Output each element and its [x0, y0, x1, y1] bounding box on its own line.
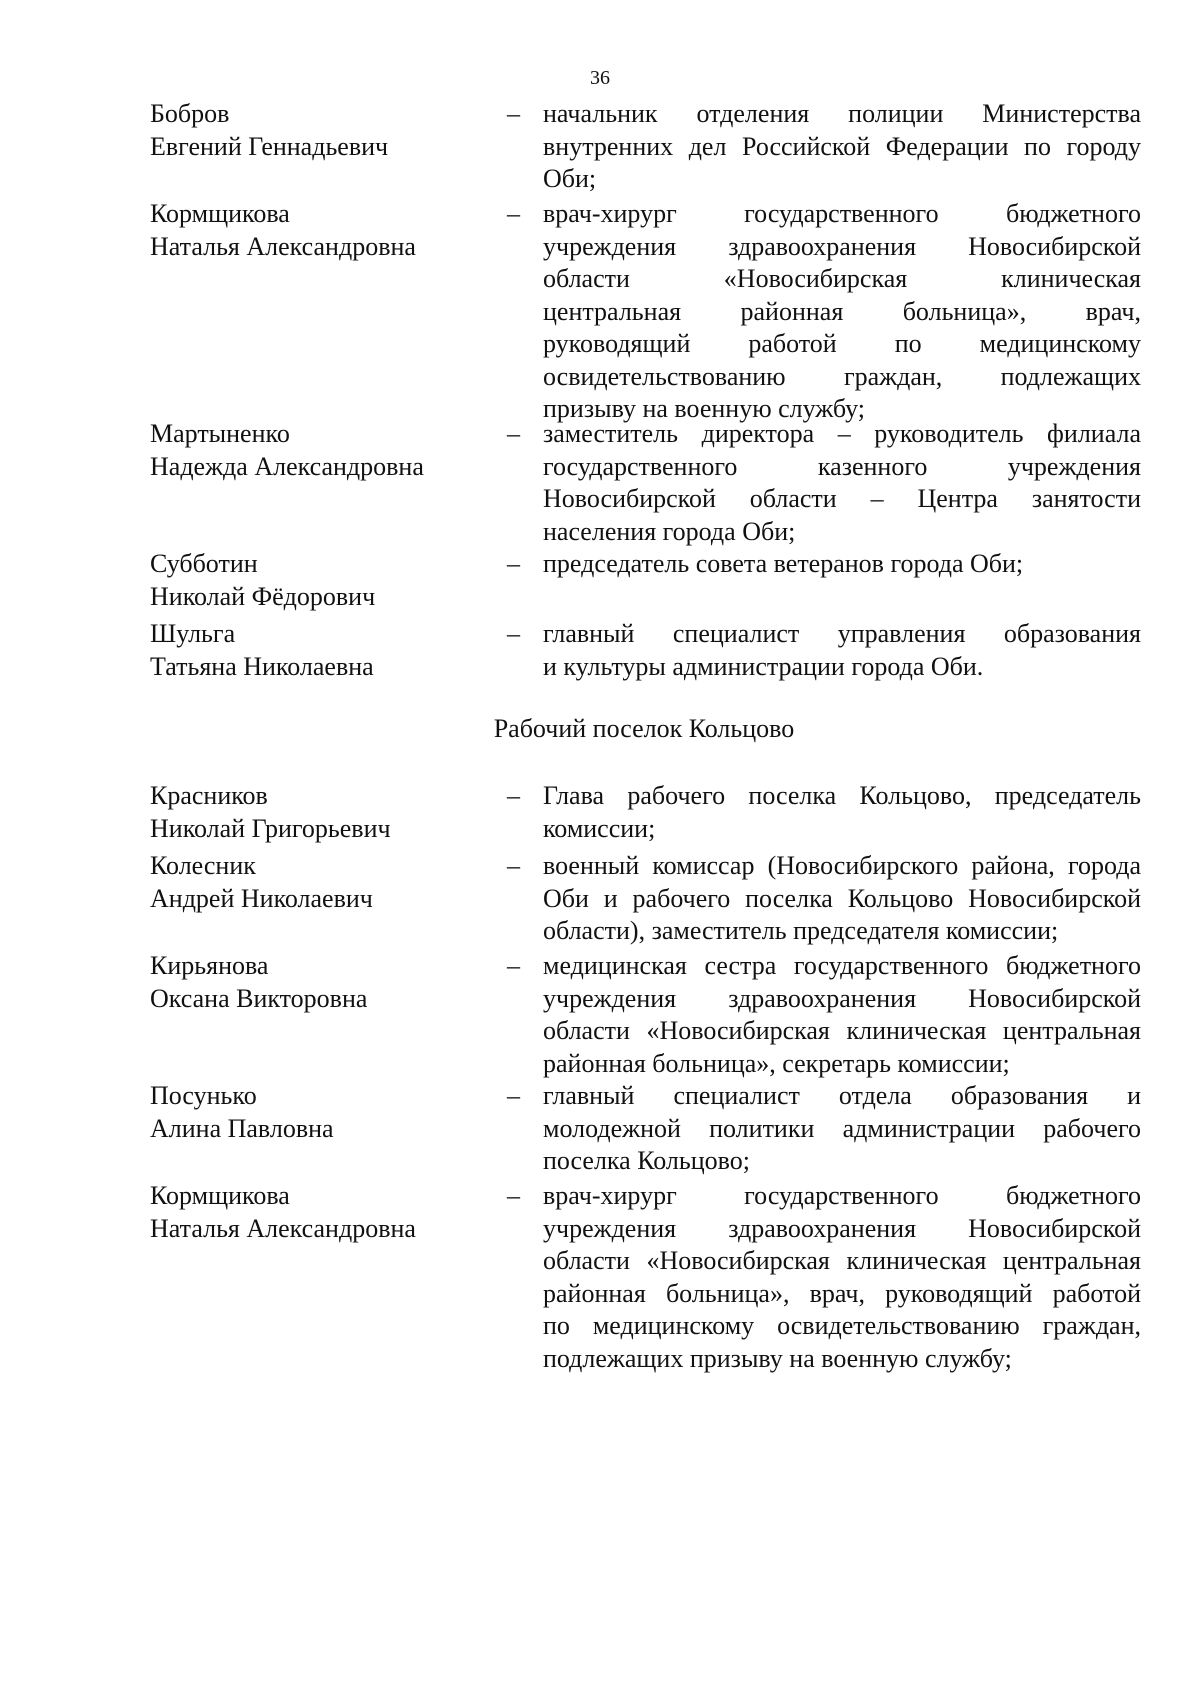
position-line: Новосибирской области – Центра занятости [543, 484, 1141, 513]
member-position [543, 850, 1141, 948]
position-line: области «Новосибирская клиническая центральная [543, 1016, 1141, 1045]
member-surname: Шульга [150, 619, 236, 648]
member-surname: Бобров [150, 99, 230, 128]
position-line: поселка Кольцово; [543, 1146, 750, 1175]
position-line: подлежащих призыву на военную службу; [543, 1343, 1012, 1373]
dash-separator: – [507, 619, 520, 648]
member-name [150, 418, 490, 483]
member-name [150, 950, 490, 1015]
member-surname: Кормщикова [150, 199, 290, 228]
position-line: военный комиссар (Новосибирского района, города [543, 851, 1141, 880]
position-line: Глава рабочего поселка Кольцово, председатель [543, 781, 1141, 810]
dash-separator: – [507, 199, 520, 228]
position-line: руководящий работой по медицинскому [543, 329, 1141, 358]
position-line: государственного казенного учреждения [543, 451, 1141, 481]
member-position [543, 1080, 1141, 1178]
member-surname: Кирьянова [150, 951, 269, 980]
member-given-names: Наталья Александровна [150, 1213, 416, 1243]
member-surname: Субботин [150, 549, 258, 578]
position-line: главный специалист управления образования [543, 619, 1141, 648]
member-surname: Колесник [150, 851, 256, 880]
member-position [543, 418, 1141, 548]
member-position [543, 950, 1141, 1080]
position-line: населения города Оби; [543, 516, 796, 546]
position-line: заместитель директора – руководитель филиала [543, 419, 1141, 448]
dash-separator: – [507, 419, 520, 448]
position-line: внутренних дел Российской Федерации по городу [543, 131, 1141, 161]
member-given-names: Оксана Викторовна [150, 983, 368, 1013]
member-position [543, 1180, 1141, 1375]
dash-separator: – [507, 851, 520, 880]
member-name [150, 198, 490, 263]
position-line: молодежной политики администрации рабочего [543, 1113, 1141, 1143]
dash-separator: – [507, 1081, 520, 1110]
member-given-names: Надежда Александровна [150, 451, 424, 481]
position-line: учреждения здравоохранения Новосибирской [543, 1213, 1141, 1243]
position-line: центральная районная больница», врач, [543, 296, 1141, 326]
dash-separator: – [507, 549, 520, 578]
member-given-names: Николай Фёдорович [150, 581, 376, 611]
member-given-names: Алина Павловна [150, 1113, 334, 1143]
member-surname: Кормщикова [150, 1181, 290, 1210]
member-name [150, 618, 490, 683]
member-surname: Красников [150, 781, 268, 810]
dash-separator: – [507, 1181, 520, 1210]
position-line: врач-хирург государственного бюджетного [543, 1181, 1141, 1210]
member-surname: Посунько [150, 1081, 257, 1110]
member-position [543, 780, 1141, 845]
page-number: 36 [590, 67, 610, 89]
position-line: Оби; [543, 164, 597, 193]
member-name [150, 850, 490, 915]
member-name [150, 1080, 490, 1145]
position-line: комиссии; [543, 813, 656, 843]
position-line: области «Новосибирская клиническая [543, 264, 1141, 293]
member-name [150, 1180, 490, 1245]
position-line: учреждения здравоохранения Новосибирской [543, 231, 1141, 261]
position-line: медицинская сестра государственного бюджетного [543, 951, 1141, 980]
position-line: районная больница», врач, руководящий работой [543, 1278, 1141, 1308]
position-line: области «Новосибирская клиническая центральная [543, 1246, 1141, 1275]
position-line: врач-хирург государственного бюджетного [543, 199, 1141, 228]
dash-separator: – [507, 951, 520, 980]
position-line: начальник отделения полиции Министерства [543, 99, 1141, 128]
member-position [543, 548, 1141, 581]
member-given-names: Николай Григорьевич [150, 813, 391, 843]
member-given-names: Андрей Николаевич [150, 883, 373, 913]
position-line: области), заместитель председателя комиссии; [543, 916, 1059, 945]
position-line: и культуры администрации города Оби. [543, 651, 984, 681]
position-line: главный специалист отдела образования и [543, 1081, 1141, 1110]
member-name [150, 98, 490, 163]
position-line: Оби и рабочего поселка Кольцово Новосибирской [543, 883, 1141, 913]
member-name [150, 548, 490, 613]
position-line: районная больница», секретарь комиссии; [543, 1048, 1010, 1078]
member-given-names: Татьяна Николаевна [150, 651, 374, 681]
dash-separator: – [507, 781, 520, 810]
member-position [543, 618, 1141, 683]
section-heading: Рабочий поселок Кольцово [493, 714, 795, 743]
member-position [543, 98, 1141, 196]
position-line: учреждения здравоохранения Новосибирской [543, 983, 1141, 1013]
member-position [543, 198, 1141, 426]
position-line: по медицинскому освидетельствованию граждан, [543, 1311, 1141, 1340]
member-given-names: Евгений Геннадьевич [150, 131, 389, 161]
member-name [150, 780, 490, 845]
position-line: освидетельствованию граждан, подлежащих [543, 361, 1141, 391]
member-surname: Мартыненко [150, 419, 290, 448]
dash-separator: – [507, 99, 520, 128]
position-line: призыву на военную службу; [543, 394, 866, 423]
member-given-names: Наталья Александровна [150, 231, 416, 261]
position-line: председатель совета ветеранов города Оби; [543, 549, 1024, 578]
